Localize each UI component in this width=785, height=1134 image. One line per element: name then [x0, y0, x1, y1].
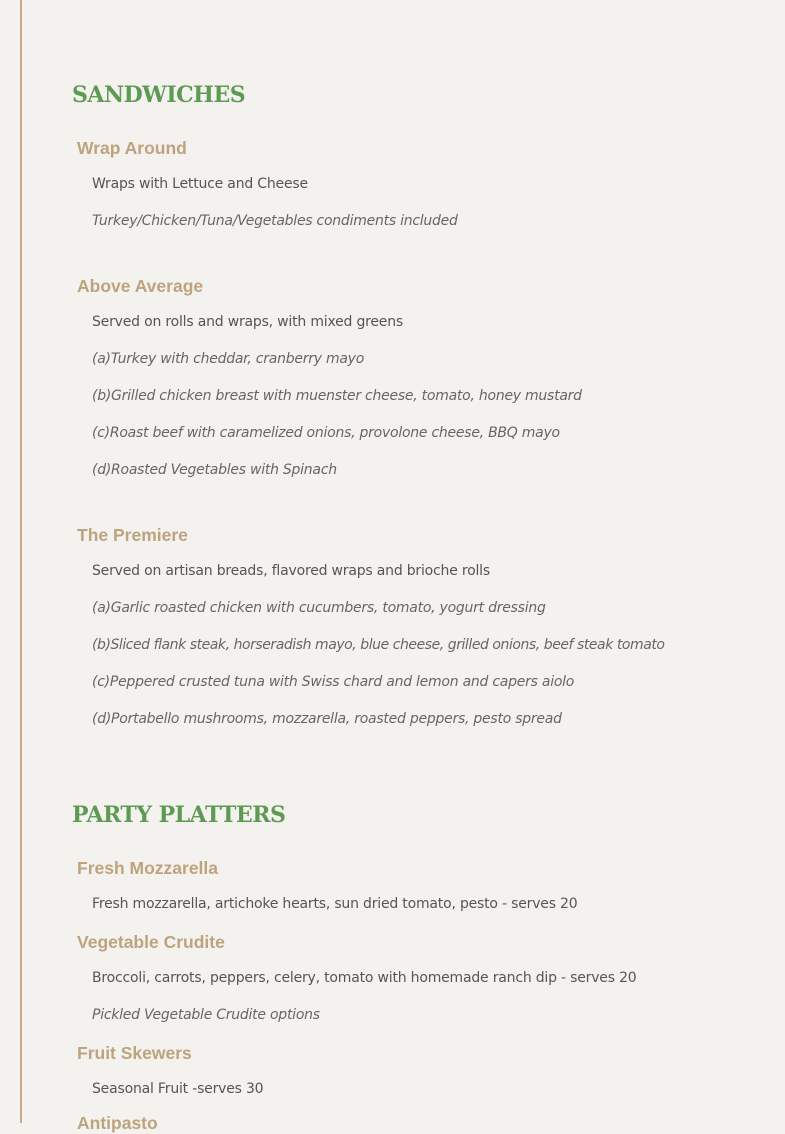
- menu-option: (b)Sliced flank steak, horseradish mayo, blue cheese, grilled onions, beef steak tomato: [92, 637, 665, 653]
- menu-option: (a)Turkey with cheddar, cranberry mayo: [92, 351, 365, 367]
- menu-option: (d)Portabello mushrooms, mozzarella, roasted peppers, pesto spread: [92, 711, 562, 727]
- page-left-border: [20, 0, 22, 1123]
- menu-option: (a)Garlic roasted chicken with cucumbers, tomato, yogurt dressing: [92, 600, 546, 616]
- item-title-antipasto: Antipasto: [77, 1113, 158, 1133]
- menu-option: (c)Roast beef with caramelized onions, provolone cheese, BBQ mayo: [92, 425, 560, 441]
- item-title-vegetable-crudite: Vegetable Crudite: [77, 932, 225, 952]
- section-title-sandwiches: SANDWICHES: [72, 82, 246, 108]
- section-title-party-platters: PARTY PLATTERS: [72, 802, 286, 828]
- menu-option: (b)Grilled chicken breast with muenster cheese, tomato, honey mustard: [92, 388, 582, 404]
- menu-option: (d)Roasted Vegetables with Spinach: [92, 462, 337, 478]
- item-note: Pickled Vegetable Crudite options: [92, 1007, 320, 1023]
- item-description: Wraps with Lettuce and Cheese: [92, 176, 308, 192]
- item-title-the-premiere: The Premiere: [77, 525, 188, 545]
- item-title-above-average: Above Average: [77, 276, 204, 296]
- item-title-wrap-around: Wrap Around: [77, 138, 187, 158]
- item-description: Served on rolls and wraps, with mixed greens: [92, 314, 403, 330]
- item-description: Fresh mozzarella, artichoke hearts, sun dried tomato, pesto - serves 20: [92, 896, 578, 912]
- item-title-fresh-mozzarella: Fresh Mozzarella: [77, 858, 219, 878]
- item-title-fruit-skewers: Fruit Skewers: [77, 1043, 192, 1063]
- item-description: Served on artisan breads, flavored wraps and brioche rolls: [92, 563, 490, 579]
- item-description: Seasonal Fruit -serves 30: [92, 1081, 264, 1097]
- item-description: Broccoli, carrots, peppers, celery, tomato with homemade ranch dip - serves 20: [92, 970, 637, 986]
- menu-option: (c)Peppered crusted tuna with Swiss chard and lemon and capers aiolo: [92, 674, 575, 690]
- item-note: Turkey/Chicken/Tuna/Vegetables condiments included: [92, 213, 458, 229]
